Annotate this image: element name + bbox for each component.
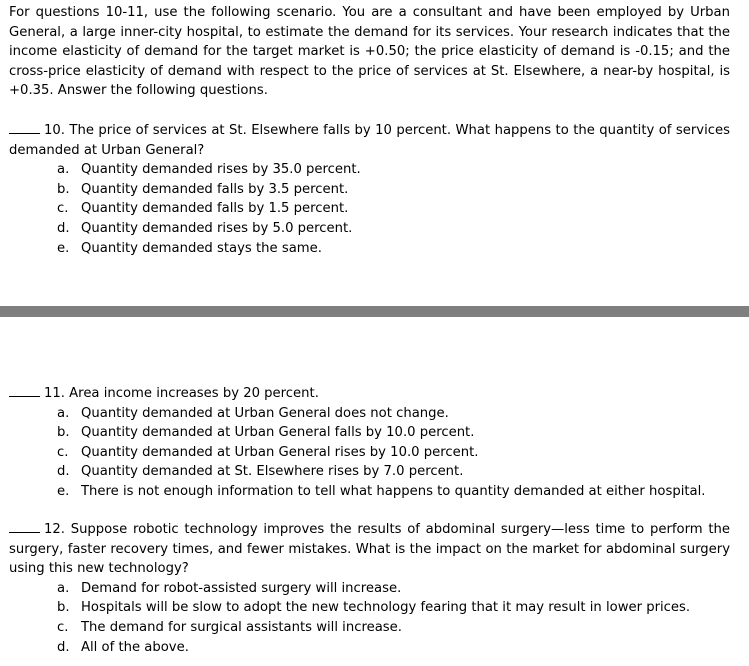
question-12-options	[9, 579, 730, 657]
option-letter: c.	[57, 619, 69, 635]
option-item	[57, 219, 730, 239]
option-text: Quantity demanded falls by 1.5 percent.	[81, 201, 349, 217]
option-text: Quantity demanded at Urban General falls by 10.0 percent.	[81, 425, 475, 441]
question-10	[9, 121, 730, 258]
option-text: Demand for robot-assisted surgery will increase.	[81, 580, 402, 596]
answer-blank-12[interactable]	[9, 520, 40, 533]
section-divider	[0, 306, 749, 317]
option-item	[57, 180, 730, 200]
option-text: Quantity demanded falls by 3.5 percent.	[81, 181, 349, 197]
option-text: Quantity demanded stays the same.	[81, 240, 322, 256]
option-item	[57, 618, 730, 638]
option-letter: a.	[57, 580, 70, 596]
option-text: Quantity demanded at Urban General does not change.	[81, 405, 449, 421]
option-text: Quantity demanded at Urban General rises by 10.0 percent.	[81, 444, 479, 460]
question-10-stem	[9, 121, 730, 160]
option-text: All of the above.	[81, 639, 189, 655]
question-11	[9, 384, 730, 502]
option-item	[57, 404, 730, 424]
option-letter: e.	[57, 483, 70, 499]
option-item	[57, 482, 730, 502]
option-letter: a.	[57, 405, 70, 421]
question-10-options	[9, 160, 730, 258]
option-text: Quantity demanded rises by 5.0 percent.	[81, 220, 353, 236]
option-letter: d.	[57, 639, 70, 655]
option-item	[57, 239, 730, 259]
option-letter: b.	[57, 425, 70, 441]
option-text: Quantity demanded at St. Elsewhere rises by 7.0 percent.	[81, 464, 464, 480]
question-12	[9, 520, 730, 657]
option-text: Quantity demanded rises by 35.0 percent.	[81, 162, 361, 178]
option-letter: a.	[57, 162, 70, 178]
option-text: There is not enough information to tell what happens to quantity demanded at either hospital.	[81, 483, 706, 499]
scenario-block	[9, 3, 730, 101]
question-11-stem	[9, 384, 730, 404]
question-11-options	[9, 404, 730, 502]
option-text: The demand for surgical assistants will increase.	[81, 619, 402, 635]
question-12-stem	[9, 520, 730, 579]
answer-blank-10[interactable]	[9, 121, 40, 134]
option-letter: d.	[57, 220, 70, 236]
answer-blank-11[interactable]	[9, 384, 40, 397]
option-item	[57, 199, 730, 219]
option-item	[57, 160, 730, 180]
option-item	[57, 598, 730, 618]
option-letter: e.	[57, 240, 70, 256]
option-item	[57, 462, 730, 482]
option-item	[57, 443, 730, 463]
option-text: Hospitals will be slow to adopt the new technology fearing that it may result in lower prices.	[81, 600, 691, 616]
question-12-text: 12. Suppose robotic technology improves the results of abdominal surgery—less time to perform the surgery, faster recovery times, and fewer mistakes. What is the impact on the market for abdominal surgery using this new technology?	[9, 522, 730, 577]
scenario-text: For questions 10-11, use the following scenario. You are a consultant and have been employed by Urban General, a large inner-city hospital, to estimate the demand for its services. Your research indicates that the income elasticity of demand for the target market is +0.50; the price elasticity of demand is -0.15; and the cross-price elasticity of demand with respect to the price of services at St. Elsewhere, a near-by hospital, is +0.35. Answer the following questions.	[9, 5, 730, 99]
option-item	[57, 638, 730, 658]
option-item	[57, 579, 730, 599]
option-letter: c.	[57, 444, 69, 460]
option-letter: d.	[57, 464, 70, 480]
option-letter: b.	[57, 181, 70, 197]
option-item	[57, 423, 730, 443]
question-10-text: 10. The price of services at St. Elsewhere falls by 10 percent. What happens to the quantity of services demanded at Urban General?	[9, 123, 730, 158]
option-letter: c.	[57, 201, 69, 217]
option-letter: b.	[57, 600, 70, 616]
question-11-text: 11. Area income increases by 20 percent.	[44, 386, 319, 401]
